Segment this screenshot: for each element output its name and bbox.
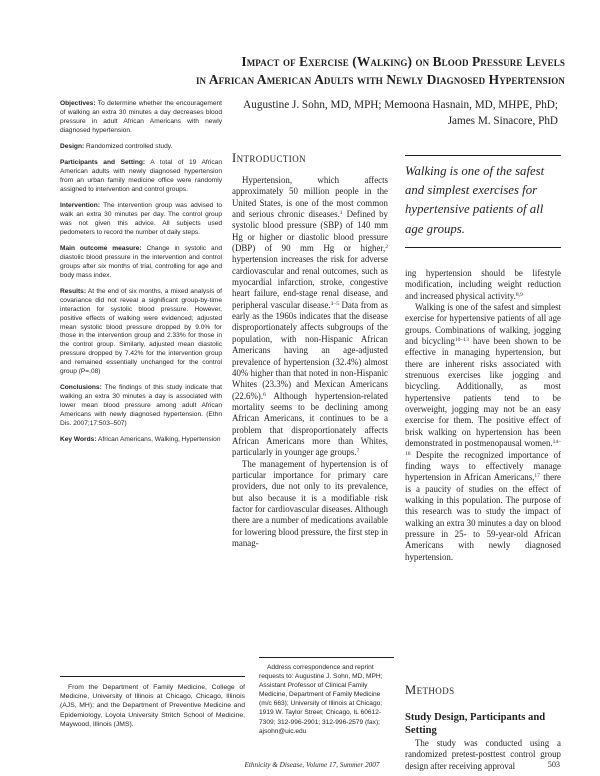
methods-heading: Methods xyxy=(405,683,455,697)
citation: 8,9 xyxy=(515,291,523,298)
authors-line-2: James M. Sinacore, PhD xyxy=(447,115,558,128)
outcome-label: Main outcome measure: xyxy=(60,244,142,252)
introduction-heading: Introduction xyxy=(232,151,306,165)
introduction-column xyxy=(232,175,388,549)
author-affiliation-footnote: From the Department of Family Medicine, College of Medicine, University of Illinois at Chicago, Chicago, Illinois (AJS, MH); and the Department of Preventive Medicine and Epidemiology, Loyola University Stritch School of Medicine, Maywood, Illinois (JMS). xyxy=(60,684,245,728)
pull-quote: Walking is one of the safest and simplest exercises for hypertensive patients of all age groups. xyxy=(405,155,561,248)
intro-paragraph-3 xyxy=(405,268,561,302)
intro-text: ing hypertension should be lifestyle modification, including weight reduction and increased physical activity. xyxy=(405,268,561,301)
intervention-text: The intervention group was advised to walk an extra 30 minutes per day. The control group was not given this advice. All subjects used pedometers to record the number of daily steps. xyxy=(60,202,222,236)
methods-subheading: Study Design, Participants and Setting xyxy=(405,712,546,736)
title-line-2: in African American Adults with Newly Diagnosed Hypertension xyxy=(195,72,565,87)
conclusions-text: The findings of this study indicate that walking an extra 30 minutes a day is associated with lower mean blood pressure among adult African Americans with newly diagnosed hypertension. (Ethn Dis. 2007;17:503–507) xyxy=(60,384,222,427)
intro-text: Walking is one of the safest and simplest exercise for hypertensive patients of all age groups. Combinations of walking, jogging and bicycling xyxy=(405,302,561,347)
correspondence-footnote: Address correspondence and reprint requests to: Augustine J. Sohn, MD, MPH; Assistant Professor of Clinical Family Medicine, Department of Family Medicine (m/c 663); University of Illinois at Chicago; 1919 W. Taylor Street; Chicago, IL 60612-7309; 312-996-2901; 312-996-2579 (fax); ajsohn@uic.edu xyxy=(259,664,383,735)
citation: 3–5 xyxy=(330,300,339,307)
title-line-1: Impact of Exercise (Walking) on Blood Pressure Levels xyxy=(241,54,565,69)
intro-text: Hypertension, which affects approximately 50 million people in the United States, is one of the most common and serious chronic diseases. xyxy=(232,175,388,220)
abstract-results xyxy=(60,288,222,377)
keywords-text: African Americans, Walking, Hypertension xyxy=(96,436,221,444)
footnote-divider-mid xyxy=(259,657,394,658)
citation: 2 xyxy=(385,244,388,251)
keywords-label: Key Words: xyxy=(60,436,97,444)
intro-text: hypertension increases the risk for adverse cardiovascular and renal outcomes, such as myocardial infarction, stroke, congestive heart failure, end-stage renal disease, and peripheral vascular disease. xyxy=(232,254,388,310)
design-text: Randomized controlled study. xyxy=(84,142,173,150)
abstract-objectives xyxy=(60,100,222,136)
intro-text: have been shown to be effective in managing hypertension, but there are inherent risks associated with strenuous exercises like jogging and bicycling. Additionally, as most hypertensive patients tend to be overweight, jogging may not be an easy exercise for them. The positive effect of brisk walking on hypertension has been demonstrated in postmenopausal women. xyxy=(405,336,561,449)
objectives-label: Objectives: xyxy=(60,100,96,107)
objectives-text: To determine whether the encouragement of walking an extra 30 minutes a day decreases blood pressure in adult African Americans with newly diagnosed hypertension. xyxy=(60,100,222,134)
intro-text: Defined by systolic blood pressure (SBP) of 140 mm Hg or higher or diastolic blood pressure (DBP) of 90 mm Hg or higher, xyxy=(232,209,388,254)
abstract-keywords xyxy=(60,436,222,445)
citation: 17 xyxy=(534,473,540,480)
citation: 6 xyxy=(263,391,266,398)
abstract-intervention xyxy=(60,202,222,238)
intro-paragraph-1 xyxy=(232,175,388,459)
design-label: Design: xyxy=(60,142,85,150)
participants-text: A total of 19 African American adults with newly diagnosed hypertension from an urban family medicine office were randomly assigned to intervention and control groups. xyxy=(60,159,222,193)
methods-column xyxy=(405,738,561,772)
journal-footer: Ethnicity & Disease, Volume 17, Summer 2007 xyxy=(244,761,380,769)
abstract-outcome xyxy=(60,245,222,281)
methods-paragraph-1: The study was conducted using a randomized pretest-posttest control group design after receiving approval xyxy=(405,738,561,771)
intro-text: Despite the recognized importance of finding ways to effectively manage hypertension in African Americans, xyxy=(405,449,561,483)
results-label: Results: xyxy=(60,287,87,295)
footnote-divider-left xyxy=(60,676,245,677)
page-number: 503 xyxy=(547,760,560,769)
intervention-label: Intervention: xyxy=(60,202,100,210)
intro-text: Although hypertension-related mortality seems to be declining among African Americans, it continues to be a problem that disproportionately affects African Americans more than Whites, particularly in younger age groups. xyxy=(232,390,388,458)
citation: 7 xyxy=(356,448,360,455)
intro-continued-column xyxy=(405,268,561,563)
author-list xyxy=(232,97,558,130)
abstract-participants xyxy=(60,159,222,195)
intro-text: Data from as early as the 1960s indicates that the disease disproportionately affects subgroups of the population, with non-Hispanic African Americans having an age-adjusted prevalence of hypertension (32.4%) almost 40% higher than that noted in non-Hispanic Whites (23.3%) and Mexican Americans (22.6%). xyxy=(232,299,388,401)
abstract-design xyxy=(60,143,222,152)
citation: 10–13 xyxy=(454,337,469,344)
citation: 1 xyxy=(339,210,343,217)
intro-paragraph-4 xyxy=(405,302,561,563)
intro-text: there is a paucity of studies on the effect of walking in this population. The purpose of this research was to study the impact of walking an extra 30 minutes a day on blood pressure in 25- to 59-year-old African Americans with newly diagnosed hypertension. xyxy=(405,472,561,562)
conclusions-label: Conclusions: xyxy=(60,384,102,392)
results-text: At the end of six months, a mixed analysis of covariance did not reveal a significant group-by-time interaction for systolic blood pressure. However, positive effects of walking were evidenced; adjusted mean systolic blood pressure dropped by 9.0% for those in the intervention group and 2.33% for those in the control group. Similarly, adjusted mean diastolic pressure dropped by 7.42% for the intervention group and remained essentially unchanged for the control group (P=.08) xyxy=(60,287,222,376)
outcome-text: Change in systolic and diastolic blood pressure in the intervention and control groups after six months of trial, controlling for age and body mass index. xyxy=(60,244,222,279)
authors-line-1: Augustine J. Sohn, MD, MPH; Memoona Hasnain, MD, MHPE, PhD; xyxy=(243,99,558,111)
abstract xyxy=(60,100,222,452)
participants-label: Participants and Setting: xyxy=(60,159,146,167)
abstract-conclusions xyxy=(60,384,222,429)
citation: 14–16 xyxy=(405,439,561,457)
intro-paragraph-2: The management of hypertension is of particular importance for primary care providers, due not only to its prevalence, but also because it is a modifiable risk factor for cardiovascular diseases. Although there are a number of medications available for lowering blood pressure, the first step in manag- xyxy=(232,458,388,548)
article-title xyxy=(60,53,565,89)
